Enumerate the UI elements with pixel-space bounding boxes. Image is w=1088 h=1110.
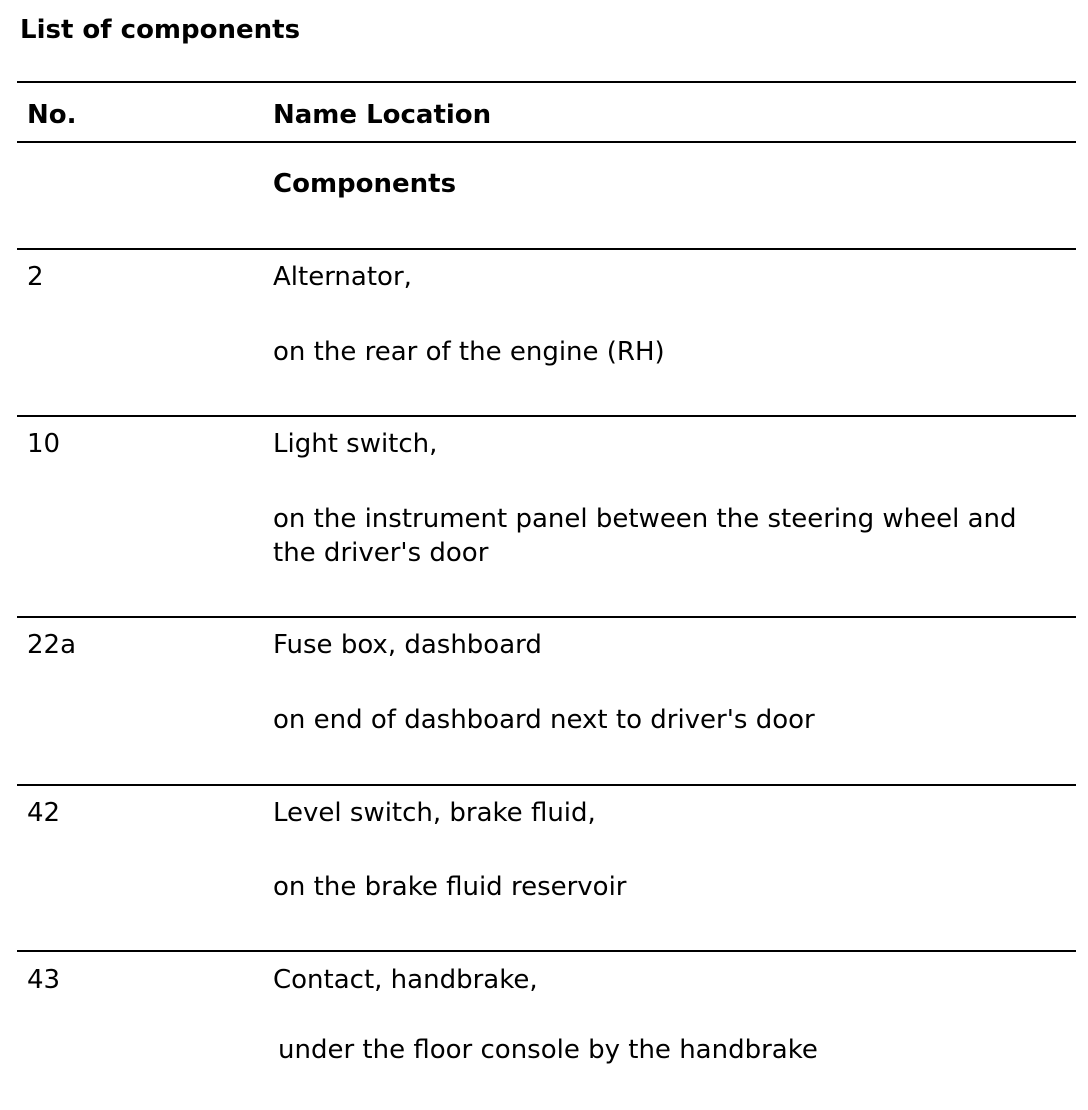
component-number: 43 <box>27 965 61 995</box>
component-name: Fuse box, dashboard <box>273 630 542 660</box>
row-divider <box>17 415 1076 417</box>
section-bottom-rule <box>17 248 1076 250</box>
section-label: Components <box>273 169 457 199</box>
component-number: 2 <box>27 262 44 292</box>
component-location: on the instrument panel between the steering wheel and the driver's door <box>273 504 1017 568</box>
component-name: Alternator, <box>273 262 412 292</box>
row-divider <box>17 616 1076 618</box>
component-location: on the rear of the engine (RH) <box>273 337 665 367</box>
table-top-rule <box>17 81 1076 83</box>
row-divider <box>17 950 1076 952</box>
component-name: Contact, handbrake, <box>273 965 538 995</box>
component-location: on the brake fluid reservoir <box>273 872 627 902</box>
header-name-location: Name Location <box>273 100 492 130</box>
document-title: List of components <box>20 15 301 45</box>
row-divider <box>17 784 1076 786</box>
header-bottom-rule <box>17 141 1076 143</box>
component-number: 42 <box>27 798 61 828</box>
component-location: on end of dashboard next to driver's door <box>273 705 815 735</box>
component-name: Light switch, <box>273 429 438 459</box>
component-number: 10 <box>27 429 61 459</box>
component-name: Level switch, brake fluid, <box>273 798 596 828</box>
header-no: No. <box>27 100 77 130</box>
component-location: under the floor console by the handbrake <box>278 1035 818 1065</box>
component-number: 22a <box>27 630 77 660</box>
